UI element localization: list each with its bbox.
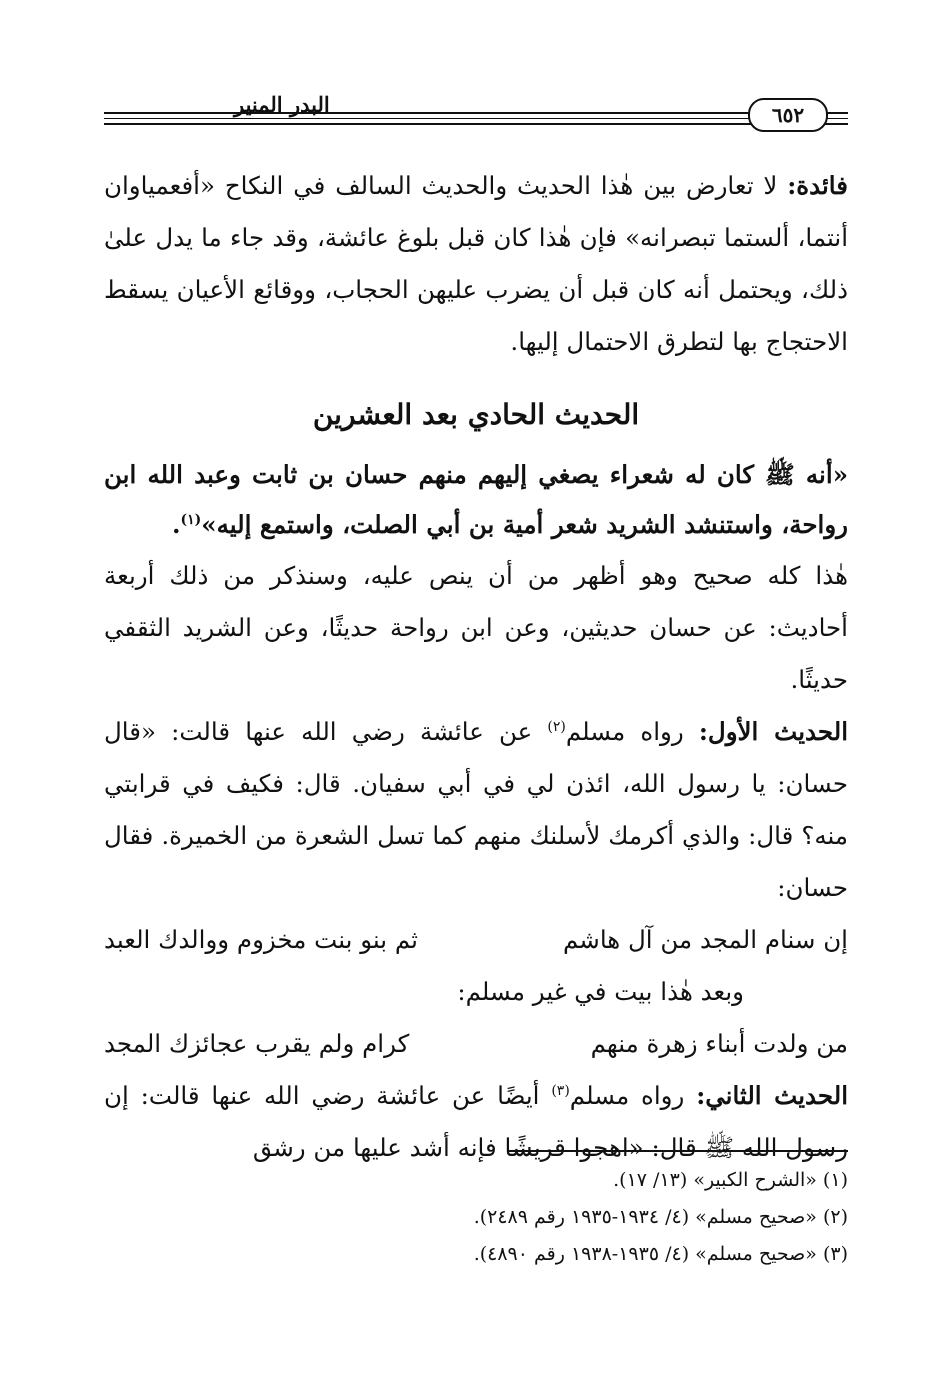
verse-1-first-hemistich: إن سنام المجد من آل هاشم <box>562 925 848 954</box>
fayda-label: فائدة: <box>787 171 848 200</box>
intro-paragraph <box>104 550 848 706</box>
footnotes <box>104 1150 848 1273</box>
verse-line-2 <box>104 1018 848 1070</box>
first-hadith-paragraph <box>104 706 848 914</box>
footnote-2: (٢) «صحيح مسلم» (٤/ ١٩٣٤-١٩٣٥ رقم ٢٤٨٩). <box>473 1206 848 1228</box>
fayda-paragraph <box>104 160 848 368</box>
hadith-end: . <box>171 510 181 539</box>
second-hadith-text-b: أيضًا عن عائشة رضي الله عنها قالت: إن رسول الله ﷺ قال: «اهجوا قريشًا فإنه أشد عليها من رشق <box>104 1081 848 1162</box>
hadith-footnote-ref: (١) <box>180 511 202 528</box>
second-hadith-text-a: رواه مسلم <box>569 1081 697 1110</box>
hadith-paragraph <box>104 450 848 550</box>
fayda-text: لا تعارض بين هٰذا الحديث والحديث السالف في النكاح «أفعمياوان أنتما، ألستما تبصرانه» فإن هٰذا كان قبل بلوغ عائشة، وقد جاء ما يدل علىٰ ذلك، ويحتمل أنه كان قبل أن يضرب عليهن الحجاب، ووقائع الأعيان يسقط الاحتجاج بها لتطرق الاحتمال إليها. <box>104 171 848 356</box>
second-hadith-footnote-ref: (٣) <box>551 1082 570 1099</box>
first-hadith-label: الحديث الأول: <box>698 717 849 746</box>
hadith-text: «أنه ﷺ كان له شعراء يصغي إليهم منهم حسان بن ثابت وعبد الله ابن رواحة، واستنشد الشريد شعر أمية بن أبي الصلت، واستمع إليه» <box>104 460 848 539</box>
verse-2-first-hemistich: من ولدت أبناء زهرة منهم <box>590 1029 848 1058</box>
verse-note: وبعد هٰذا بيت في غير مسلم: <box>457 977 744 1006</box>
verse-1-second-hemistich: ثم بنو بنت مخزوم ووالدك العبد <box>104 925 418 954</box>
verse-2-second-hemistich: كرام ولم يقرب عجائزك المجد <box>104 1029 410 1058</box>
first-hadith-footnote-ref: (٢) <box>547 718 566 735</box>
first-hadith-text-b: عن عائشة رضي الله عنها قالت: «قال حسان: يا رسول الله، ائذن لي في أبي سفيان. قال: فكيف في قرابتي منه؟ قال: والذي أكرمك لأسلنك منهم كما تسل الشعرة من الخميرة. فقال حسان: <box>104 717 848 902</box>
footnote-list <box>104 1162 848 1273</box>
first-hadith-text-a: رواه مسلم <box>565 717 699 746</box>
second-hadith-label: الحديث الثاني: <box>696 1081 849 1110</box>
page-number-badge: ٦٥٢ <box>748 98 828 132</box>
verse-line-1 <box>104 914 848 966</box>
header-rule-bottom <box>104 123 848 125</box>
footnote-3: (٣) «صحيح مسلم» (٤/ ١٩٣٥-١٩٣٨ رقم ٤٨٩٠). <box>473 1243 848 1265</box>
footnote-separator <box>508 1150 848 1152</box>
section-heading: الحديث الحادي بعد العشرين <box>312 398 640 431</box>
running-title: البدر المنير <box>234 92 330 117</box>
footnote-1: (١) «الشرح الكبير» (١٣/ ١٧). <box>613 1169 848 1191</box>
intro-text: هٰذا كله صحيح وهو أظهر من أن ينص عليه، وسنذكر من ذلك أربعة أحاديث: عن حسان حديثين، وعن ابن رواحة حديثًا، وعن الشريد الثقفي حديثًا. <box>104 561 848 694</box>
main-text <box>104 160 848 1174</box>
header-rule-middle <box>104 118 848 119</box>
header-rule-top <box>104 112 848 114</box>
page-header <box>104 92 848 132</box>
